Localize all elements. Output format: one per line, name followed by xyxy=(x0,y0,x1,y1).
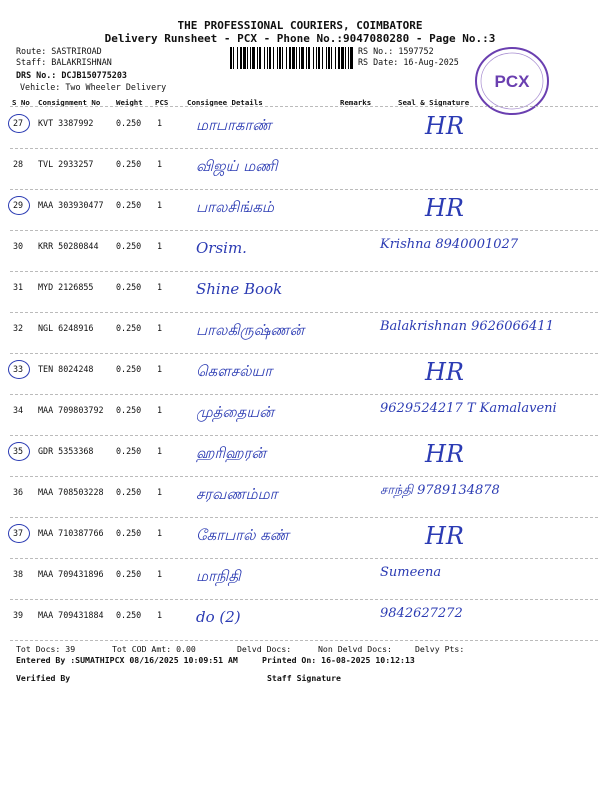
row-sno: 27 xyxy=(13,118,24,128)
table-row xyxy=(0,395,600,436)
handwritten-signature: HR xyxy=(425,194,464,222)
row-sno: 37 xyxy=(13,528,24,538)
row-consignment: MAA 303930477 xyxy=(38,200,104,210)
handwritten-signature: சாந்தி 9789134878 xyxy=(380,483,500,498)
non-delivered-docs: Non Delvd Docs: xyxy=(318,644,392,654)
header-rule xyxy=(10,106,598,107)
handwritten-consignee: கோபால் கண் xyxy=(196,526,289,544)
table-row xyxy=(0,436,600,477)
row-consignment: MAA 710387766 xyxy=(38,528,104,538)
row-weight: 0.250 xyxy=(116,446,142,456)
ink-circle xyxy=(8,360,30,379)
handwritten-consignee: Orsim. xyxy=(196,239,247,257)
row-weight: 0.250 xyxy=(116,200,142,210)
handwritten-signature: HR xyxy=(425,440,464,468)
table-row xyxy=(0,600,600,641)
total-cod: Tot COD Amt: 0.00 xyxy=(112,644,196,654)
handwritten-consignee: மாபாகாண் xyxy=(196,116,272,134)
row-sno: 38 xyxy=(13,569,24,579)
row-pcs: 1 xyxy=(157,159,163,169)
col-consignee: Consignee Details xyxy=(187,98,263,107)
row-consignment: KVT 3387992 xyxy=(38,118,94,128)
table-row xyxy=(0,149,600,190)
row-sno: 30 xyxy=(13,241,24,251)
row-rule xyxy=(10,640,598,641)
vehicle-label: Vehicle: Two Wheeler Delivery xyxy=(20,82,167,92)
row-consignment: GDR 5353368 xyxy=(38,446,94,456)
row-pcs: 1 xyxy=(157,364,163,374)
staff-signature: Staff Signature xyxy=(267,673,341,683)
handwritten-consignee: கௌசல்யா xyxy=(196,362,273,380)
handwritten-consignee: do (2) xyxy=(196,608,241,626)
col-weight: Weight xyxy=(116,98,143,107)
verified-by: Verified By xyxy=(16,673,71,683)
ink-circle xyxy=(8,196,30,215)
row-consignment: KRR 50280844 xyxy=(38,241,99,251)
handwritten-signature: Sumeena xyxy=(380,565,442,580)
handwritten-signature: Krishna 8940001027 xyxy=(380,237,519,252)
row-pcs: 1 xyxy=(157,405,163,415)
table-row xyxy=(0,313,600,354)
col-seal: Seal & Signature xyxy=(398,98,470,107)
stamp-text: PCX xyxy=(494,72,530,91)
row-consignment: MAA 709431896 xyxy=(38,569,104,579)
entered-by: Entered By :SUMATHIPCX 08/16/2025 10:09:51 AM xyxy=(16,655,238,665)
delivered-docs: Delvd Docs: xyxy=(237,644,292,654)
row-consignment: MAA 709431884 xyxy=(38,610,104,620)
delivery-points: Delvy Pts: xyxy=(415,644,465,654)
row-consignment: TEN 8024248 xyxy=(38,364,94,374)
row-weight: 0.250 xyxy=(116,282,142,292)
table-row xyxy=(0,559,600,600)
row-sno: 31 xyxy=(13,282,24,292)
row-sno: 36 xyxy=(13,487,24,497)
row-pcs: 1 xyxy=(157,528,163,538)
rs-date: RS Date: 16-Aug-2025 xyxy=(358,57,459,67)
route-label: Route: SASTRIROAD xyxy=(16,46,102,56)
col-pcs: PCS xyxy=(155,98,169,107)
handwritten-consignee: சரவணம்மா xyxy=(196,485,278,503)
printed-on: Printed On: 16-08-2025 10:12:13 xyxy=(262,655,415,665)
row-consignment: MYD 2126855 xyxy=(38,282,94,292)
handwritten-consignee: பாலகிருஷ்ணன் xyxy=(196,321,305,339)
row-sno: 33 xyxy=(13,364,24,374)
row-pcs: 1 xyxy=(157,610,163,620)
row-pcs: 1 xyxy=(157,118,163,128)
row-weight: 0.250 xyxy=(116,528,142,538)
row-pcs: 1 xyxy=(157,487,163,497)
handwritten-signature: Balakrishnan 9626066411 xyxy=(380,319,554,334)
table-row xyxy=(0,272,600,313)
handwritten-signature: HR xyxy=(425,112,464,140)
row-consignment: MAA 708503228 xyxy=(38,487,104,497)
row-consignment: NGL 6248916 xyxy=(38,323,94,333)
handwritten-signature: HR xyxy=(425,522,464,550)
col-sno: S No xyxy=(12,98,30,107)
row-weight: 0.250 xyxy=(116,159,142,169)
row-sno: 29 xyxy=(13,200,24,210)
row-pcs: 1 xyxy=(157,282,163,292)
barcode xyxy=(230,47,354,69)
row-weight: 0.250 xyxy=(116,118,142,128)
row-sno: 39 xyxy=(13,610,24,620)
row-consignment: TVL 2933257 xyxy=(38,159,94,169)
row-weight: 0.250 xyxy=(116,610,142,620)
col-consignment: Consignment No xyxy=(38,98,101,107)
row-weight: 0.250 xyxy=(116,364,142,374)
row-pcs: 1 xyxy=(157,323,163,333)
row-sno: 35 xyxy=(13,446,24,456)
handwritten-consignee: பாலசிங்கம் xyxy=(196,198,275,216)
row-sno: 28 xyxy=(13,159,24,169)
handwritten-consignee: Shine Book xyxy=(196,280,283,298)
row-pcs: 1 xyxy=(157,241,163,251)
handwritten-signature: HR xyxy=(425,358,464,386)
drs-number: DRS No.: DCJB150775203 xyxy=(16,70,127,80)
handwritten-consignee: ஹரிஹரன் xyxy=(196,444,266,462)
row-consignment: MAA 709803792 xyxy=(38,405,104,415)
ink-circle xyxy=(8,524,30,543)
table-row xyxy=(0,231,600,272)
handwritten-consignee: விஜய் மணி xyxy=(196,157,278,175)
row-pcs: 1 xyxy=(157,569,163,579)
table-row xyxy=(0,477,600,518)
handwritten-consignee: முத்தையன் xyxy=(196,403,274,421)
rs-number: RS No.: 1597752 xyxy=(358,46,434,56)
ink-circle xyxy=(8,114,30,133)
row-weight: 0.250 xyxy=(116,405,142,415)
row-pcs: 1 xyxy=(157,200,163,210)
handwritten-signature: 9842627272 xyxy=(380,606,463,621)
row-weight: 0.250 xyxy=(116,487,142,497)
total-docs: Tot Docs: 39 xyxy=(16,644,76,654)
table-row xyxy=(0,108,600,149)
row-sno: 32 xyxy=(13,323,24,333)
row-sno: 34 xyxy=(13,405,24,415)
ink-circle xyxy=(8,442,30,461)
table-row xyxy=(0,190,600,231)
row-weight: 0.250 xyxy=(116,569,142,579)
handwritten-signature: 9629524217 T Kamalaveni xyxy=(380,401,557,416)
table-row xyxy=(0,518,600,559)
staff-label: Staff: BALAKRISHNAN xyxy=(16,57,112,67)
company-title: THE PROFESSIONAL COURIERS, COIMBATORE xyxy=(177,19,423,32)
handwritten-consignee: மாநிதி xyxy=(196,567,241,585)
runsheet-title: Delivery Runsheet - PCX - Phone No.:9047080280 - Page No.:3 xyxy=(104,32,496,45)
row-pcs: 1 xyxy=(157,446,163,456)
row-weight: 0.250 xyxy=(116,241,142,251)
table-row xyxy=(0,354,600,395)
col-remarks: Remarks xyxy=(340,98,372,107)
row-weight: 0.250 xyxy=(116,323,142,333)
